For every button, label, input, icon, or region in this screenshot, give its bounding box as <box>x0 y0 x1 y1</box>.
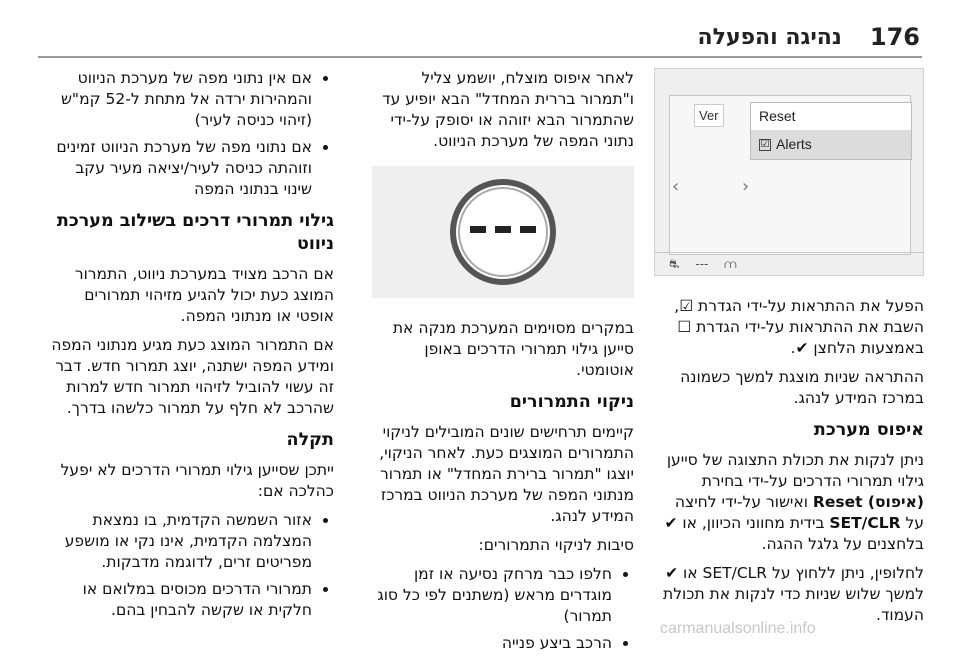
paragraph: קיימים תרחישים שונים המובילים לניקוי התמרורים המוצגים כעת. לאחר הניקוי, יוצגו "תמרור ברירת המחדל" או תמרור מנתוני המפה של מערכת הניווט במרכז המידע לנהג. <box>379 423 634 525</box>
paragraph: לחלופין, ניתן ללחוץ על SET/CLR או ✔ למשך שלוש שניות כדי לנקות את תכולת העמוד. <box>663 564 924 624</box>
list-item: • אזור השמשה הקדמית, בו נמצאת המצלמה הקדמית, אינו נקי או מושפע מפריטים זרים, לדוגמה מדבקות. <box>44 510 312 573</box>
list-item: • הרכב ביצע פנייה <box>368 633 612 654</box>
list-item: • חלפו כבר מרחק נסיעה או זמן מוגדרים מראש (משתנים לפי כל סוג תמרור) <box>368 564 612 627</box>
column-left <box>44 68 334 629</box>
paragraph: אם הרכב מצויד במערכת ניווט, התמרור המוצג כעת יכול להגיע מזיהוי תמרורים אופטי או מנתוני המפה. <box>74 265 334 325</box>
menu-item-alerts: ☑ Alerts <box>751 131 911 159</box>
heading-navigation-integration: גילוי תמרורי דרכים בשילוב מערכת ניווט <box>56 211 334 254</box>
header-rule <box>38 56 922 58</box>
page-number: 176 <box>869 23 920 51</box>
section-title: נהיגה והפעלה <box>697 24 842 50</box>
reasons-list <box>368 564 634 654</box>
ver-label: Ver <box>694 104 724 127</box>
infotainment-screen-illustration <box>654 68 924 276</box>
set-clr-label: SET/CLR <box>829 514 901 532</box>
list-item: • אם נתוני מפה של מערכת הניווט זמינים וזוהתה כניסה לעיר/יציאה מעיר עקב שינוי בנתוני המפה <box>44 137 312 200</box>
menu-item-reset: Reset <box>751 103 911 131</box>
paragraph-reset-instructions: ניתן לנקות את תכולת התצוגה של סייען גילוי תמרורי הדרכים על-ידי בחירת Reset (איפוס) ואישור על-ידי לחיצה על SET/CLR בידית מחווני הכיוון, או ✔ בלחצנים על גלגל ההגה. <box>664 451 924 553</box>
fault-list <box>44 510 334 621</box>
screen-status-bar <box>655 252 923 275</box>
paragraph: באמצעות הלחצן ✔. <box>790 339 924 357</box>
car-icon: ⛐ <box>669 256 680 271</box>
reasons-list-continued <box>44 68 334 200</box>
paragraph: סיבות לניקוי התמרורים: <box>478 536 634 554</box>
column-middle <box>368 68 634 662</box>
paragraph: הפעל את ההתראות על-ידי הגדרת ☑, <box>674 297 924 315</box>
checkbox-icon: ☑ <box>760 138 770 150</box>
list-item: • אם אין נתוני מפה של מערכת הניווט והמהירות ירדה אל מתחת ל-52 קמ"ש (זיהוי כניסה לעיר) <box>44 68 312 131</box>
reset-label: Reset (איפוס) <box>812 493 924 511</box>
heading-clearing-signs: ניקוי התמרורים <box>509 392 634 412</box>
paragraph: ייתכן שסייען גילוי תמרורי הדרכים לא יפעל כהלכה אם: <box>60 461 334 500</box>
column-right <box>652 68 924 634</box>
settings-menu <box>750 102 912 160</box>
paragraph: ההתראה שניות מוצגת למשך כשמונה במרכז המידע לנהג. <box>680 368 924 407</box>
heading-system-reset: איפוס מערכת <box>813 420 924 440</box>
chevron-left-icon: ‹ <box>672 176 680 197</box>
page-header <box>660 22 920 52</box>
end-of-restriction-sign-illustration <box>372 166 634 298</box>
paragraph: במקרים מסוימים המערכת מנקה את סייען גילוי תמרורי הדרכים באופן אוטומטי. <box>392 319 634 379</box>
screen-inner <box>669 95 911 255</box>
paragraph: לאחר איפוס מוצלח, יושמע צליל ו"תמרור בררית המחדל" הבא יופיע עד שהתמרור הבא יזוהה או יסופק על-ידי נתוני המפה של מערכת הניווט. <box>382 69 634 150</box>
watermark: carmanualsonline.info <box>660 620 816 637</box>
chevron-right-icon: › <box>742 176 750 197</box>
dash-icon: --- <box>695 256 709 271</box>
end-of-restriction-sign-icon <box>372 166 634 298</box>
paragraph: אם התמרור המוצג כעת מגיע מנתוני המפה ומידע המפה ישתנה, יוצג תמרור חדש. דבר זה עשוי להוביל לזיהוי תמרור חדש למרות שהרכב לא חלף על תמרור כלשהו בדרך. <box>51 336 334 417</box>
road-icon: ⩋ <box>724 256 737 271</box>
list-item: • תמרורי הדרכים מכוסים במלואם או חלקית או שקשה להבחין בהם. <box>44 579 312 621</box>
paragraph: השבת את ההתראות על-ידי הגדרת ☐ <box>677 318 924 336</box>
heading-fault: תקלה <box>286 430 334 450</box>
